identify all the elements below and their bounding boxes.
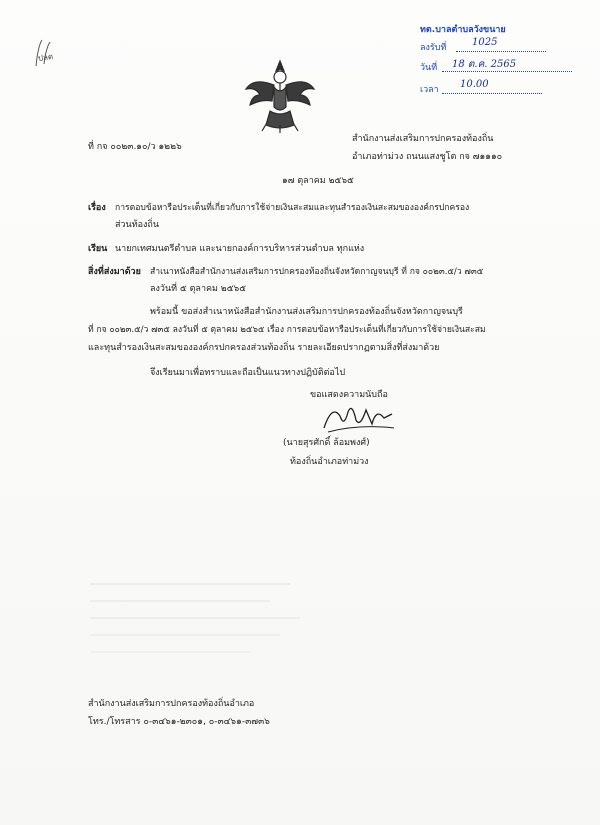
closing-request: จึงเรียนมาเพื่อทราบและถือเป็นแนวทางปฏิบัติต่อไป (150, 368, 346, 378)
body-line-1: พร้อมนี้ ขอส่งสำเนาหนังสือสำนักงานส่งเสริมการปกครองท้องถิ่นจังหวัดกาญจนบุรี (150, 307, 463, 317)
subject-line-1: การตอบข้อหารือประเด็นที่เกี่ยวกับการใช้จ่ายเงินสะสมและทุนสำรองเงินสะสมขององค์กรปกครอง (115, 203, 470, 213)
document-date: ๑๗ ตุลาคม ๒๕๖๕ (282, 176, 354, 186)
to-label: เรียน (88, 244, 108, 254)
reference-number: ที่ กจ ๐๐๒๓.๑๐/ว ๑๒๒๖ (88, 142, 182, 152)
enclosure-line-2: ลงวันที่ ๕ ตุลาคม ๒๕๖๕ (150, 284, 247, 294)
stamp-time-label: เวลา (420, 85, 439, 95)
stamp-date-value: 18 ต.ค. 2565 (452, 59, 517, 70)
sender-address: อำเภอท่าม่วง ถนนแสงชูโต กจ ๗๑๑๑๐ (352, 152, 503, 162)
enclosure-label: สิ่งที่ส่งมาด้วย (88, 267, 141, 277)
sender-office: สำนักงานส่งเสริมการปกครองท้องถิ่น (352, 134, 494, 144)
stamp-reg-no: 1025 (472, 37, 498, 48)
receipt-stamp (420, 22, 590, 100)
margin-note: ปลด (37, 51, 54, 64)
closing-phrase: ขอแสดงความนับถือ (310, 390, 388, 400)
body-line-2: ที่ กจ ๐๐๒๓.๕/ว ๗๓๕ ลงวันที่ ๕ ตุลาคม ๒๕๖๕ เรื่อง การตอบข้อหารือประเด็นที่เกี่ยวกับการใช้จ่ายเงินสะสม (88, 325, 486, 335)
stamp-org: ทต.บาลตำบลวังขนาย (420, 25, 506, 35)
signatory-name: (นายสุรศักดิ์ ล้อมพงศ์) (283, 438, 370, 448)
subject-label: เรื่อง (88, 203, 106, 213)
handwritten-signature (318, 398, 398, 438)
stamp-reg-label: ลงรับที่ (420, 43, 447, 53)
footer-phone: โทร./โทรสาร ๐-๓๔๖๑-๒๓๐๑, ๐-๓๔๖๑-๓๗๓๖ (88, 717, 270, 727)
footer-office: สำนักงานส่งเสริมการปกครองท้องถิ่นอำเภอ (88, 699, 255, 709)
enclosure-line-1: สำเนาหนังสือสำนักงานส่งเสริมการปกครองท้องถิ่นจังหวัดกาญจนบุรี ที่ กจ ๐๐๒๓.๕/ว ๗๓๕ (150, 267, 484, 277)
to-recipients: นายกเทศมนตรีตำบล และนายกองค์การบริหารส่วนตำบล ทุกแห่ง (115, 244, 365, 254)
garuda-emblem-icon (240, 55, 320, 135)
stamp-time-value: 10.00 (460, 79, 489, 90)
stamp-date-label: วันที่ (420, 63, 438, 73)
signatory-position: ท้องถิ่นอำเภอท่าม่วง (290, 457, 369, 467)
body-line-3: และทุนสำรองเงินสะสมขององค์กรปกครองส่วนท้องถิ่น รายละเอียดปรากฏตามสิ่งที่ส่งมาด้วย (88, 343, 440, 353)
subject-line-2: ส่วนท้องถิ่น (115, 220, 160, 230)
